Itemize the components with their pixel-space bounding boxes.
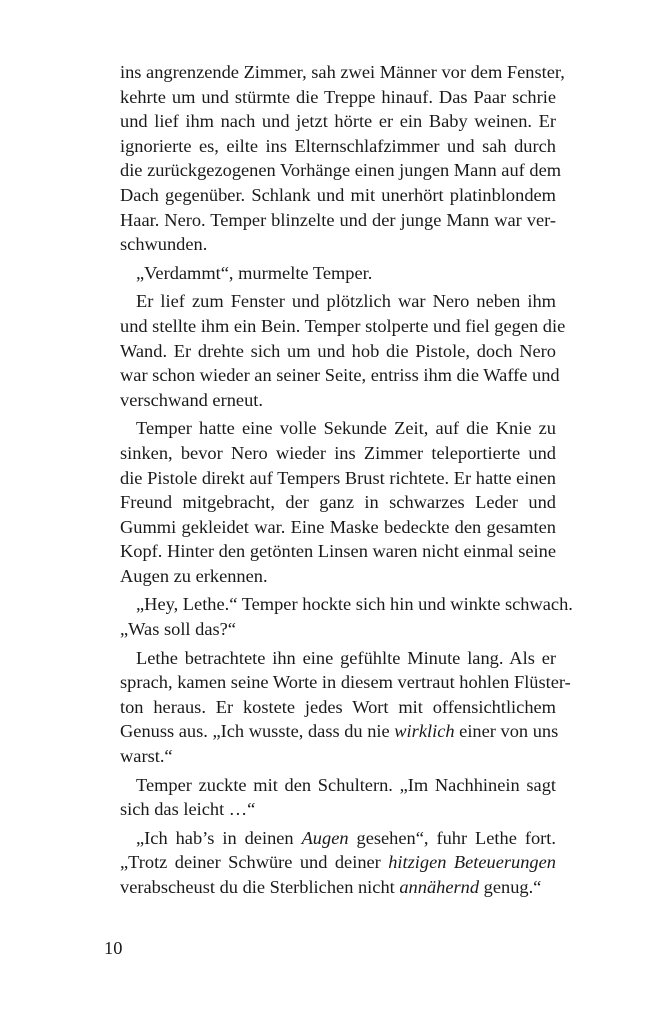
text-segment: ignorierte es, eilte ins Elternschlafzimmer und sah durch xyxy=(120,135,556,156)
text-line xyxy=(104,695,556,720)
text-segment: sich das leicht …“ xyxy=(120,799,256,820)
text-line xyxy=(104,158,562,183)
text-segment: „Verdammt“, murmelte Temper. xyxy=(136,262,373,283)
text-segment: Gummi gekleidet war. Eine Maske bedeckte den gesamten xyxy=(120,516,556,537)
text-line xyxy=(104,441,556,466)
text-segment: Haar. Nero. Temper blinzelte und der junge Mann war ver- xyxy=(120,209,556,230)
text-line xyxy=(104,515,556,540)
text-segment: Wand. Er drehte sich um und hob die Pistole, doch Nero xyxy=(120,340,556,361)
paragraph xyxy=(104,592,573,641)
text-line xyxy=(104,289,556,314)
text-line xyxy=(104,363,560,388)
text-segment: sprach, kamen seine Worte in diesem vertraut hohlen Flüster- xyxy=(120,672,571,693)
paragraph xyxy=(104,416,556,588)
page-number: 10 xyxy=(104,938,123,958)
text-line xyxy=(104,646,556,671)
text-line xyxy=(104,592,573,617)
text-segment: schwunden. xyxy=(120,234,208,255)
text-line xyxy=(104,416,556,441)
text-segment: kehrte um und stürmte die Treppe hinauf. Das Paar schrie xyxy=(120,86,556,107)
text-line xyxy=(104,85,556,110)
text-segment: Temper zuckte mit den Schultern. „Im Nachhinein sagt xyxy=(136,774,556,795)
text-segment: Augen zu erkennen. xyxy=(120,565,268,586)
text-segment: „Hey, Lethe.“ Temper hockte sich hin und winkte schwach. xyxy=(136,594,573,615)
paragraph xyxy=(104,826,556,900)
body-text xyxy=(104,60,573,900)
text-segment: verschwand erneut. xyxy=(120,389,263,410)
text-line xyxy=(104,826,556,851)
text-line xyxy=(104,850,556,875)
text-segment: ton heraus. Er kostete jedes Wort mit offensichtlichem xyxy=(120,696,556,717)
italic-text: wirklich xyxy=(394,721,455,742)
text-line xyxy=(104,719,559,744)
text-segment: und lief ihm nach und jetzt hörte er ein Baby weinen. Er xyxy=(120,111,556,132)
text-line xyxy=(104,388,556,413)
text-segment: genug.“ xyxy=(479,877,542,897)
text-segment: warst.“ xyxy=(120,746,173,767)
italic-text: hitzigen Beteuerungen xyxy=(388,852,556,873)
text-segment: Er lief zum Fenster und plötzlich war Nero neben ihm xyxy=(136,291,556,312)
text-segment: ins angrenzende Zimmer, sah zwei Männer vor dem Fenster, xyxy=(120,62,565,82)
text-line xyxy=(104,670,571,695)
text-segment: Kopf. Hinter den getönten Linsen waren nicht einmal seine xyxy=(120,541,556,562)
text-segment: gesehen“, fuhr Lethe fort. xyxy=(348,827,556,848)
text-segment: „Was soll das?“ xyxy=(120,619,236,640)
text-line xyxy=(104,339,556,364)
text-segment: die Pistole direkt auf Tempers Brust richtete. Er hatte einen xyxy=(120,467,556,488)
text-segment: „Ich hab’s in deinen xyxy=(136,827,302,848)
paragraph xyxy=(104,646,571,769)
text-line xyxy=(104,564,556,589)
text-line xyxy=(104,109,556,134)
text-line xyxy=(104,744,556,769)
text-line xyxy=(104,60,565,85)
text-line xyxy=(104,183,556,208)
paragraph xyxy=(104,261,556,286)
text-line xyxy=(104,261,556,286)
text-segment: verabscheust du die Sterblichen nicht xyxy=(120,877,400,897)
text-segment: Freund mitgebracht, der ganz in schwarzes Leder und xyxy=(120,492,556,513)
text-segment: Temper hatte eine volle Sekunde Zeit, auf die Knie zu xyxy=(136,418,556,439)
text-line xyxy=(104,208,556,233)
paragraph xyxy=(104,773,556,822)
text-line xyxy=(104,773,556,798)
text-segment: Genuss aus. „Ich wusste, dass du nie xyxy=(120,721,395,742)
text-segment: war schon wieder an seiner Seite, entriss ihm die Waffe und xyxy=(120,365,560,386)
paragraph xyxy=(104,289,566,412)
text-segment: einer von uns xyxy=(454,721,559,742)
text-segment: Lethe betrachtete ihn eine gefühlte Minute lang. Als er xyxy=(136,647,556,668)
text-segment: und stellte ihm ein Bein. Temper stolperte und fiel gegen die xyxy=(120,315,566,336)
text-line xyxy=(104,232,556,257)
text-line xyxy=(104,539,556,564)
paragraph xyxy=(104,60,565,257)
text-line xyxy=(104,134,556,159)
text-segment: sinken, bevor Nero wieder ins Zimmer teleportierte und xyxy=(120,442,556,463)
italic-text: annähernd xyxy=(399,877,480,897)
text-line xyxy=(104,314,566,339)
text-segment: Dach gegenüber. Schlank und mit unerhört platinblondem xyxy=(120,184,556,205)
text-line xyxy=(104,797,556,822)
text-line xyxy=(104,875,556,900)
text-line xyxy=(104,490,556,515)
text-segment: die zurückgezogenen Vorhänge einen jungen Mann auf dem xyxy=(120,160,562,181)
text-segment: „Trotz deiner Schwüre und deiner xyxy=(120,852,389,873)
italic-text: Augen xyxy=(301,827,349,848)
text-line xyxy=(104,466,556,491)
text-line xyxy=(104,617,556,642)
